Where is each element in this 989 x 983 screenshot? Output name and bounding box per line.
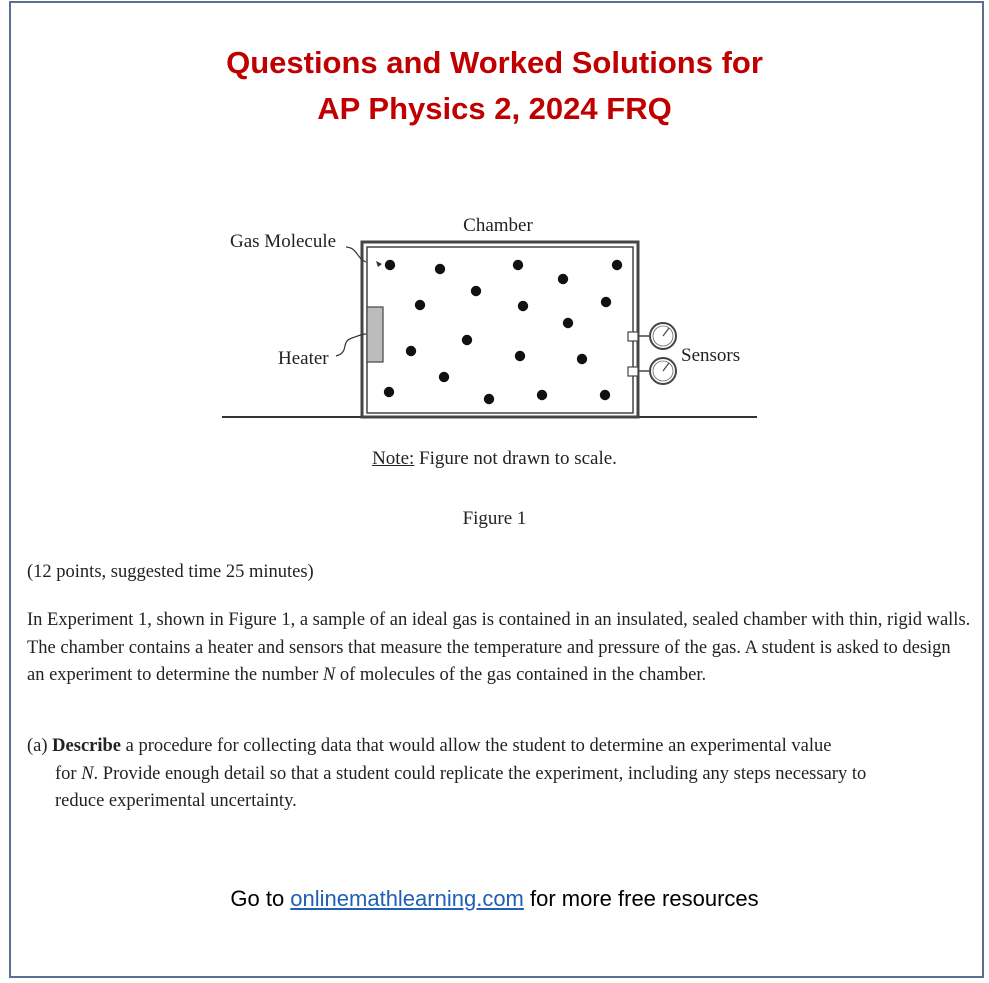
sensor-gauge-top <box>628 323 676 349</box>
gas-molecule <box>518 301 528 311</box>
intro-text-2: of molecules of the gas contained in the chamber. <box>335 665 707 685</box>
question-part-a <box>27 733 972 816</box>
part-a-verb: Describe <box>52 736 122 756</box>
part-a-text-2-pre: for <box>55 763 82 784</box>
footer-prefix: Go to <box>230 886 291 911</box>
gas-molecule <box>515 351 525 361</box>
footer <box>0 886 989 912</box>
gas-molecule <box>558 274 568 284</box>
intro-paragraph <box>27 607 972 690</box>
heater <box>367 307 383 362</box>
molecule-arrow-head <box>376 261 382 267</box>
note-text: Figure not drawn to scale. <box>414 448 617 469</box>
gas-molecule <box>435 264 445 274</box>
chamber-inner-wall <box>367 247 633 413</box>
part-a-text-2-post: . Provide enough detail so that a student could replicate the experiment, including any steps necessary to <box>93 763 867 784</box>
footer-suffix: for more free resources <box>523 886 759 911</box>
gas-molecule <box>385 260 395 270</box>
figure-caption: Figure 1 <box>462 508 527 529</box>
points-info: (12 points, suggested time 25 minutes) <box>27 562 314 582</box>
gas-molecule <box>471 286 481 296</box>
part-a-text-1: a procedure for collecting data that would allow the student to determine an experimental value <box>121 736 832 756</box>
gas-molecules <box>384 260 622 404</box>
gas-molecule <box>513 260 523 270</box>
chamber-outer-wall <box>362 242 638 417</box>
gas-molecule <box>406 346 416 356</box>
page-title-line-2: AP Physics 2, 2024 FRQ <box>317 91 672 126</box>
note-prefix: Note: <box>372 448 415 469</box>
variable-n: N <box>322 665 336 685</box>
chamber-label: Chamber <box>463 215 533 236</box>
part-a-line-3: reduce experimental uncertainty. <box>55 791 297 811</box>
gas-molecule <box>577 354 587 364</box>
part-a-line-2 <box>27 761 972 789</box>
gas-molecule <box>612 260 622 270</box>
gas-molecule <box>537 390 547 400</box>
gas-molecule <box>439 372 449 382</box>
heater-label: Heater <box>278 348 329 369</box>
gas-molecule <box>415 300 425 310</box>
sensor-gauge-bottom <box>628 358 676 384</box>
gas-molecule <box>563 318 573 328</box>
gas-molecule <box>384 387 394 397</box>
gas-molecule <box>601 297 611 307</box>
part-a-line-1 <box>27 733 972 761</box>
page-title-line-1: Questions and Worked Solutions for <box>226 45 763 80</box>
gas-molecule-label: Gas Molecule <box>230 231 337 252</box>
gas-molecule <box>600 390 610 400</box>
footer-link[interactable]: onlinemathlearning.com <box>290 886 524 911</box>
intro-text-1: In Experiment 1, shown in Figure 1, a sample of an ideal gas is contained in an insulated, sealed chamber with thin, rigid walls. The chamber contains a heater and sensors that measure the temperature and pressure of the gas. A student is asked to design an experiment to determine the number <box>27 610 971 685</box>
gas-molecule <box>462 335 472 345</box>
sensors-label: Sensors <box>681 345 741 366</box>
part-a-prefix: (a) <box>27 736 53 756</box>
figure-note <box>0 448 989 470</box>
part-a-variable-n: N <box>81 763 94 784</box>
gas-molecule <box>484 394 494 404</box>
